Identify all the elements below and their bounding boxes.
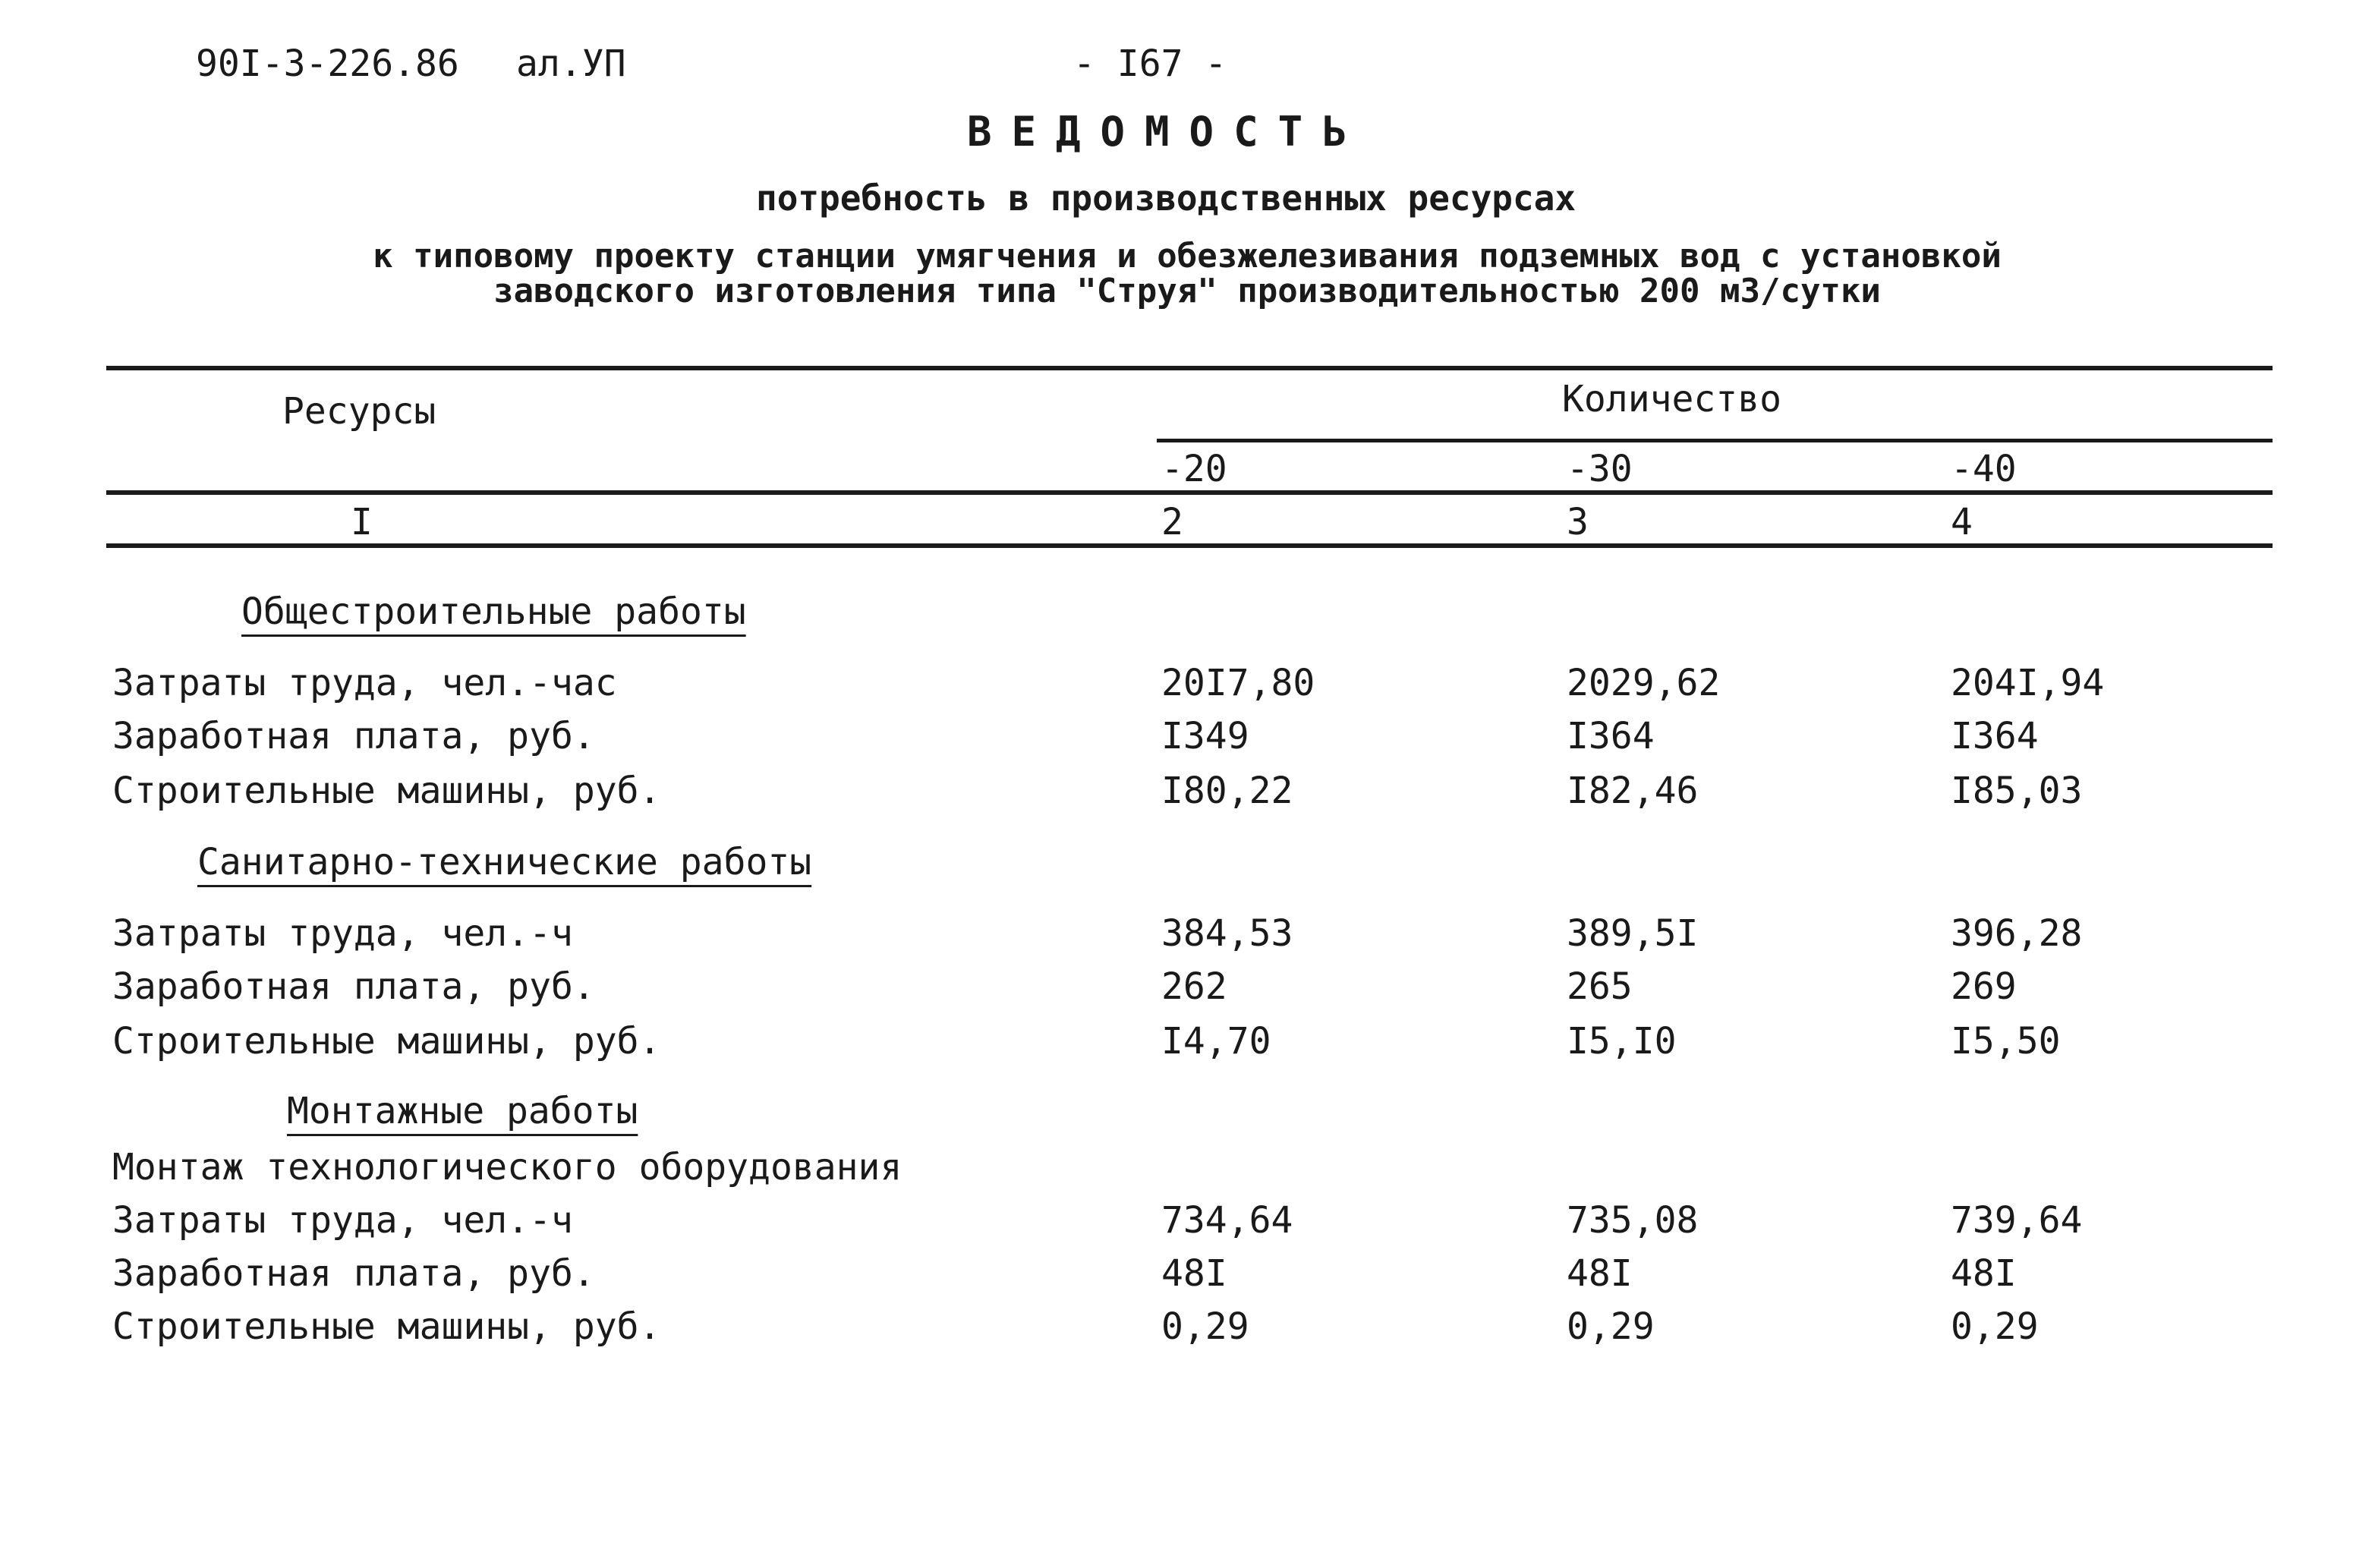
- row-value: I364: [1567, 715, 1655, 757]
- row-label: Заработная плата, руб.: [112, 965, 595, 1008]
- row-value: I349: [1161, 715, 1249, 757]
- document-code: 90I-3-226.86: [196, 43, 459, 85]
- section-title-sanitary-technical: Санитарно-технические работы: [197, 841, 812, 883]
- row-value: 265: [1567, 965, 1633, 1008]
- row-label: Строительные машины, руб.: [112, 1305, 661, 1348]
- row-label: Заработная плата, руб.: [112, 715, 595, 757]
- description-line-2: заводского изготовления типа "Струя" производительностью 200 м3/сутки: [493, 272, 1881, 310]
- page-number: - I67 -: [1073, 43, 1227, 85]
- album-number: ал.УП: [516, 43, 626, 85]
- row-value: 2029,62: [1567, 662, 1721, 704]
- row-value: 0,29: [1161, 1305, 1249, 1348]
- column-numbers-rule: [106, 543, 2273, 548]
- table-top-rule: [106, 366, 2273, 370]
- row-label: Строительные машины, руб.: [112, 1020, 661, 1063]
- row-value: I4,70: [1161, 1020, 1271, 1063]
- row-label: Затраты труда, чел.-ч: [112, 1199, 573, 1242]
- quantity-subheader-rule: [1157, 439, 2273, 442]
- document-subtitle: потребность в производственных ресурсах: [756, 178, 1577, 219]
- row-value: 262: [1161, 965, 1227, 1008]
- row-value: 48I: [1951, 1252, 2017, 1295]
- header-bottom-rule: [106, 490, 2273, 495]
- row-value: 0,29: [1567, 1305, 1655, 1348]
- section-title-installation: Монтажные работы: [287, 1090, 638, 1132]
- row-value: 389,5I: [1567, 912, 1699, 955]
- row-label: Строительные машины, руб.: [112, 770, 661, 812]
- temp-column-3: -40: [1951, 448, 2017, 490]
- row-value: 739,64: [1951, 1199, 2083, 1242]
- row-value: I82,46: [1567, 770, 1699, 812]
- temp-column-2: -30: [1567, 448, 1633, 490]
- row-value: I85,03: [1951, 770, 2083, 812]
- row-value: I5,50: [1951, 1020, 2061, 1063]
- column-header-quantity: Количество: [1562, 378, 1781, 420]
- row-value: 0,29: [1951, 1305, 2039, 1348]
- column-number-3: 3: [1567, 501, 1589, 543]
- row-value: 48I: [1567, 1252, 1633, 1295]
- row-value: 269: [1951, 965, 2017, 1008]
- row-label: Затраты труда, чел.-ч: [112, 912, 573, 955]
- row-value: I5,I0: [1567, 1020, 1677, 1063]
- temp-column-1: -20: [1161, 448, 1227, 490]
- row-value: 204I,94: [1951, 662, 2105, 704]
- column-number-2: 2: [1161, 501, 1183, 543]
- row-value: 396,28: [1951, 912, 2083, 955]
- row-value: 48I: [1161, 1252, 1227, 1295]
- description-line-1: к типовому проекту станции умягчения и обезжелезивания подземных вод с установкой: [373, 237, 2002, 276]
- row-value: 735,08: [1567, 1199, 1699, 1242]
- row-value: I364: [1951, 715, 2039, 757]
- section-note: Монтаж технологического оборудования: [112, 1146, 902, 1189]
- row-value: I80,22: [1161, 770, 1293, 812]
- row-label: Затраты труда, чел.-час: [112, 662, 617, 704]
- section-title-general-construction: Общестроительные работы: [241, 590, 746, 633]
- row-label: Заработная плата, руб.: [112, 1252, 595, 1295]
- row-value: 734,64: [1161, 1199, 1293, 1242]
- row-value: 20I7,80: [1161, 662, 1315, 704]
- row-value: 384,53: [1161, 912, 1293, 955]
- column-number-1: I: [351, 501, 373, 543]
- column-number-4: 4: [1951, 501, 1973, 543]
- document-title: ВЕДОМОСТЬ: [967, 108, 1367, 156]
- column-header-resources: Ресурсы: [282, 390, 436, 433]
